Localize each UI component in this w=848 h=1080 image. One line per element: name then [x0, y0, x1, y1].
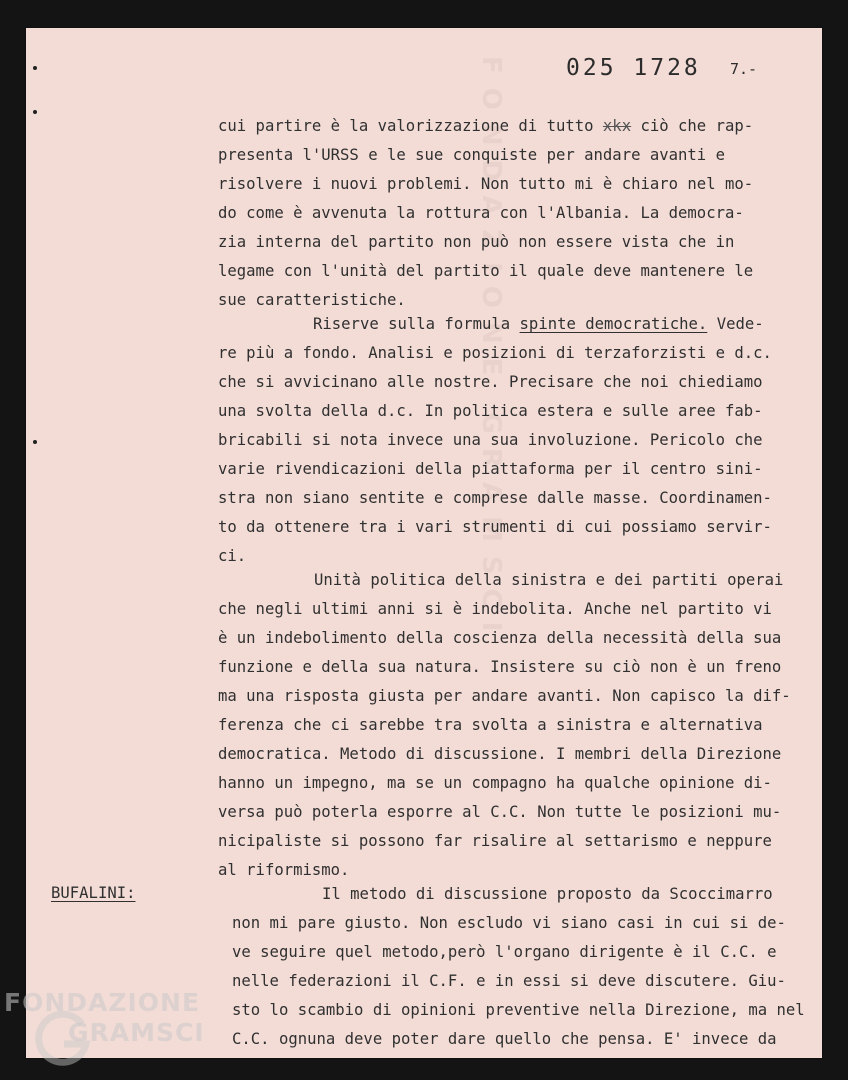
- text-line: ci.: [218, 547, 247, 565]
- archive-number: 025 1728: [566, 55, 701, 81]
- punch-hole-mark: [33, 110, 37, 114]
- text-line: cui partire è la valorizzazione di tutto xkx ciò che rap-: [218, 117, 754, 135]
- text-line: varie rivendicazioni della piattaforma per il centro sini-: [218, 460, 763, 478]
- text-line: funzione e della sua natura. Insistere su ciò non è un freno: [218, 658, 782, 676]
- text-line: al riformismo.: [218, 861, 350, 879]
- text-line: nelle federazioni il C.F. e in essi si deve discutere. Giu-: [232, 972, 786, 990]
- logo-text: FONDAZIONE: [4, 988, 201, 1017]
- text-line: risolvere i nuovi problemi. Non tutto mi è chiaro nel mo-: [218, 175, 754, 193]
- text-line: Riserve sulla formula spinte democratiche. Vede-: [313, 315, 764, 333]
- text-line: ma una risposta giusta per andare avanti. Non capisco la dif-: [218, 687, 791, 705]
- logo-text: GRAMSCI: [68, 1018, 205, 1047]
- struck-text: xkx: [602, 117, 632, 135]
- speaker-label: BUFALINI:: [51, 884, 136, 902]
- text-line: to da ottenere tra i vari strumenti di cui possiamo servir-: [218, 518, 772, 536]
- text-line: stra non siano sentite e comprese dalle masse. Coordinamen-: [218, 489, 772, 507]
- text-line: do come è avvenuta la rottura con l'Albania. La democra-: [218, 204, 744, 222]
- text-line: versa può poterla esporre al C.C. Non tutte le posizioni mu-: [218, 803, 782, 821]
- punch-hole-mark: [33, 66, 37, 70]
- page-number: 7.-: [730, 60, 758, 78]
- text-line: Unità politica della sinistra e dei partiti operai: [314, 571, 784, 589]
- text-line: bricabili si nota invece una sua involuzione. Pericolo che: [218, 431, 763, 449]
- text-line: Il metodo di discussione proposto da Scoccimarro: [322, 885, 773, 903]
- text-line: ve seguire quel metodo,però l'organo dirigente è il C.C. e: [232, 943, 777, 961]
- text-line: ferenza che ci sarebbe tra svolta a sinistra e alternativa: [218, 716, 763, 734]
- text-line: presenta l'URSS e le sue conquiste per andare avanti e: [218, 146, 725, 164]
- text-line: hanno un impegno, ma se un compagno ha qualche opinione di-: [218, 774, 772, 792]
- fondazione-gramsci-logo: [4, 988, 214, 1074]
- text-line: non mi pare giusto. Non escludo vi siano casi in cui si de-: [232, 914, 786, 932]
- document-page: [26, 28, 822, 1058]
- text-line: che si avvicinano alle nostre. Precisare che noi chiediamo: [218, 373, 763, 391]
- text-line: democratica. Metodo di discussione. I membri della Direzione: [218, 745, 782, 763]
- text-line: nicipaliste si possono far risalire al settarismo e neppure: [218, 832, 772, 850]
- text-line: C.C. ognuna deve poter dare quello che pensa. E' invece da: [232, 1030, 777, 1048]
- text-line: legame con l'unità del partito il quale deve mantenere le: [218, 262, 754, 280]
- punch-hole-mark: [33, 440, 37, 444]
- text-line: zia interna del partito non può non essere vista che in: [218, 233, 735, 251]
- text-line: sto lo scambio di opinioni preventive nella Direzione, ma nel: [232, 1001, 805, 1019]
- text-line: re più a fondo. Analisi e posizioni di terzaforzisti e d.c.: [218, 344, 772, 362]
- stamp-watermark: FONDAZIONE GRAMSCI: [476, 56, 506, 646]
- text-line: che negli ultimi anni si è indebolita. Anche nel partito vi: [218, 600, 772, 618]
- underlined-phrase: spinte democratiche.: [519, 315, 708, 333]
- text-line: sue caratteristiche.: [218, 291, 406, 309]
- text-line: una svolta della d.c. In politica estera e sulle aree fab-: [218, 402, 763, 420]
- text-line: è un indebolimento della coscienza della necessità della sua: [218, 629, 782, 647]
